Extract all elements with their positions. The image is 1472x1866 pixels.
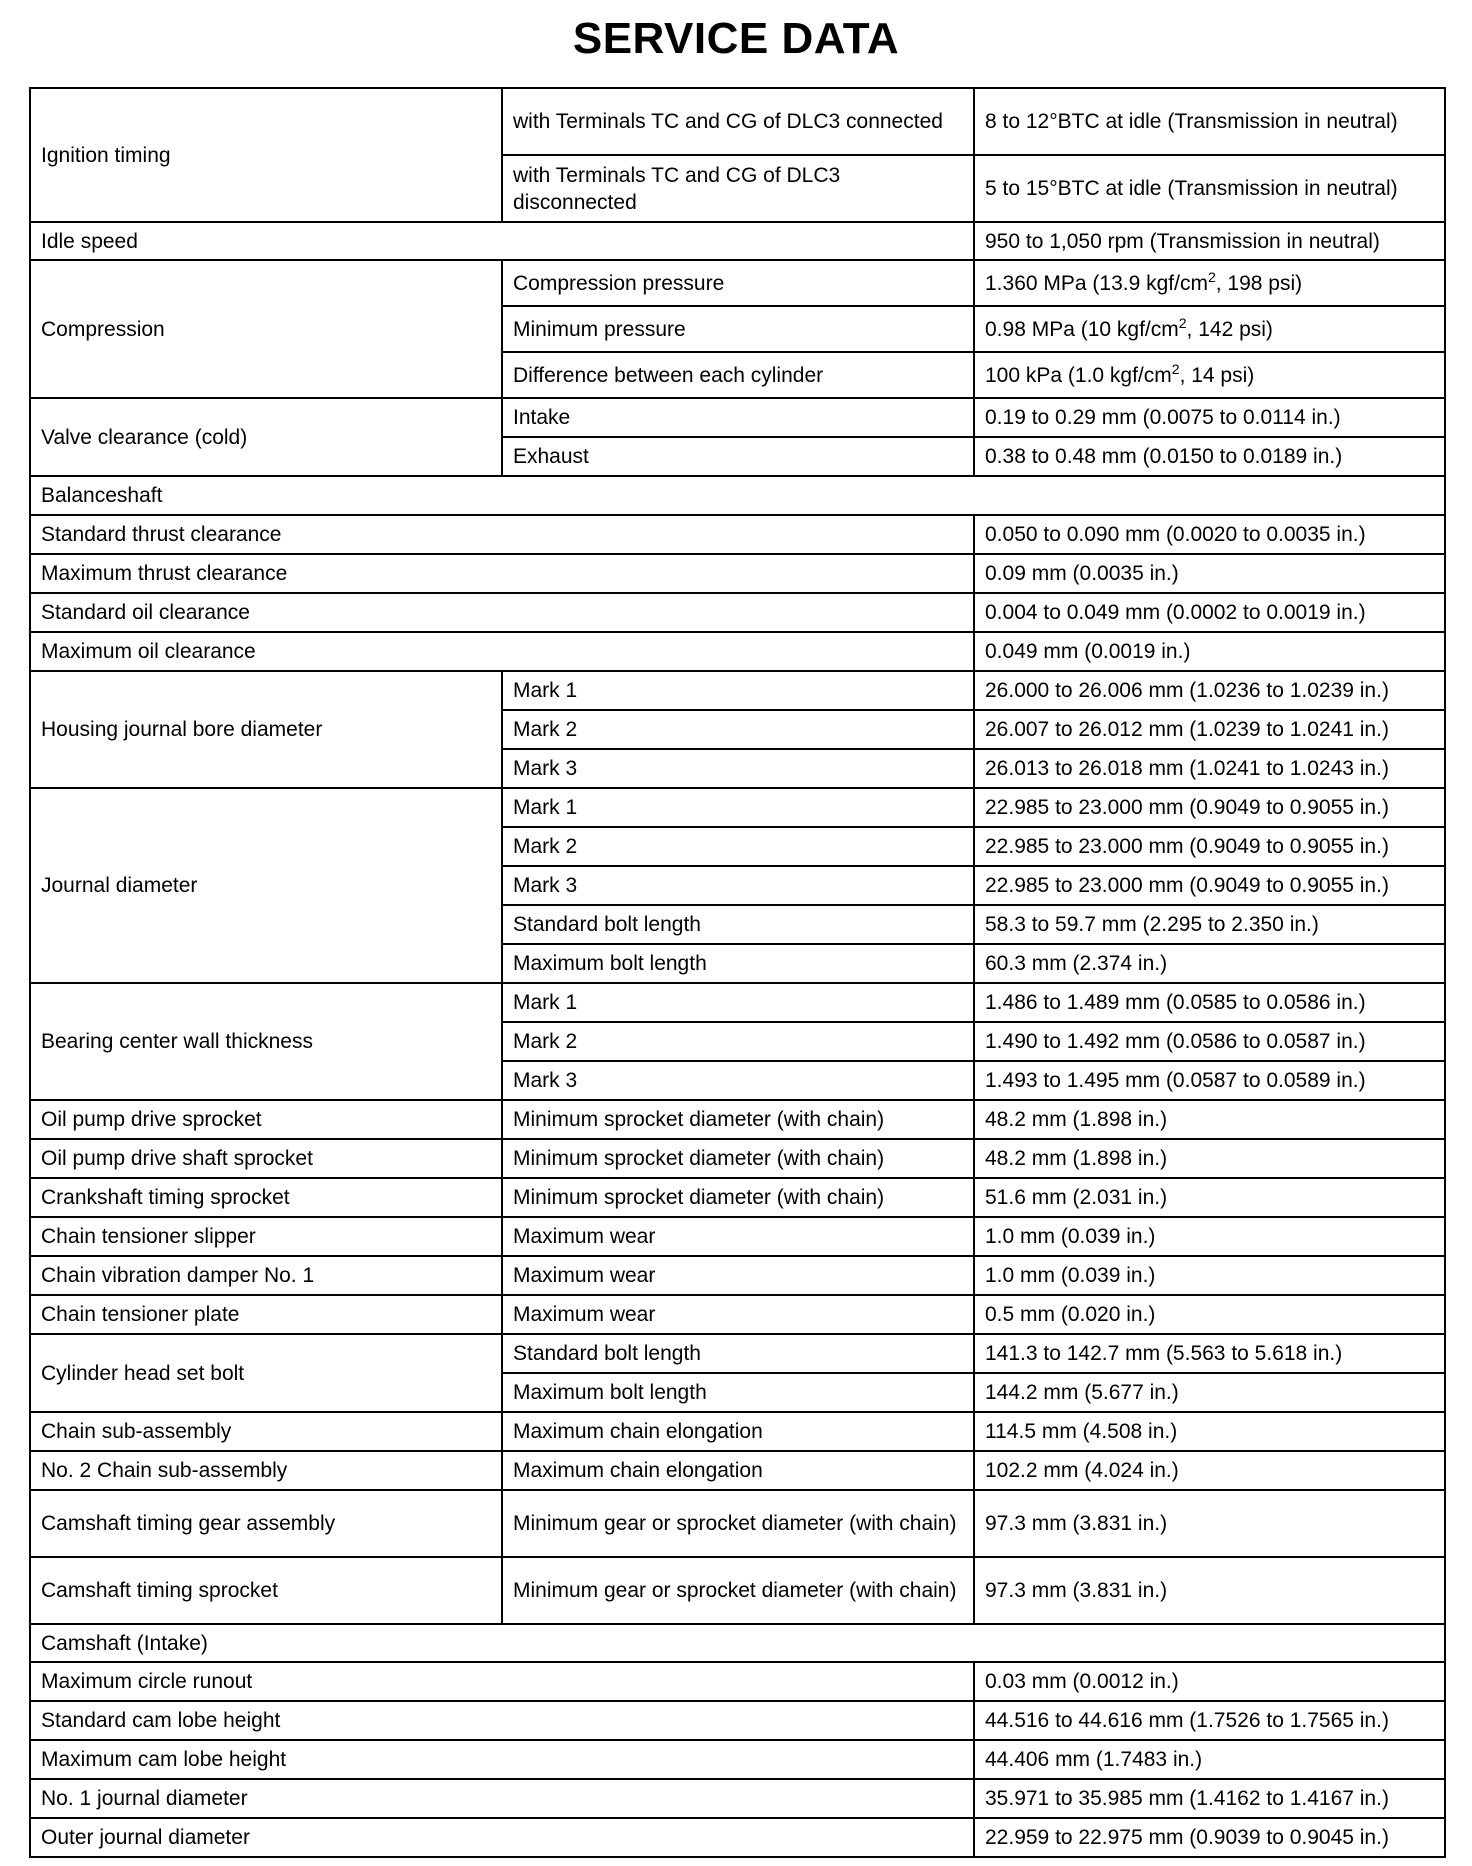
condition-cell: Maximum bolt length <box>502 1373 974 1412</box>
value-cell: 144.2 mm (5.677 in.) <box>974 1373 1445 1412</box>
item-label: Chain tensioner slipper <box>30 1217 502 1256</box>
item-label: Chain vibration damper No. 1 <box>30 1256 502 1295</box>
condition-cell: Mark 2 <box>502 1022 974 1061</box>
item-label: Maximum circle runout <box>30 1662 974 1701</box>
value-cell: 26.000 to 26.006 mm (1.0236 to 1.0239 in.) <box>974 671 1445 710</box>
item-label: No. 1 journal diameter <box>30 1779 974 1818</box>
item-label: Cylinder head set bolt <box>30 1334 502 1412</box>
value-cell: 22.985 to 23.000 mm (0.9049 to 0.9055 in.) <box>974 827 1445 866</box>
item-label: Bearing center wall thickness <box>30 983 502 1100</box>
value-cell: 0.03 mm (0.0012 in.) <box>974 1662 1445 1701</box>
condition-cell: Standard bolt length <box>502 905 974 944</box>
table-row <box>30 1256 1445 1295</box>
condition-cell: Mark 2 <box>502 827 974 866</box>
table-row <box>30 1295 1445 1334</box>
value-cell: 60.3 mm (2.374 in.) <box>974 944 1445 983</box>
section-heading: Camshaft (Intake) <box>30 1624 1445 1662</box>
condition-cell: Maximum wear <box>502 1217 974 1256</box>
value-cell: 26.013 to 26.018 mm (1.0241 to 1.0243 in.) <box>974 749 1445 788</box>
section-heading-row <box>30 1624 1445 1662</box>
table-row <box>30 983 1445 1022</box>
condition-cell: Maximum wear <box>502 1256 974 1295</box>
value-cell: 22.985 to 23.000 mm (0.9049 to 0.9055 in.) <box>974 788 1445 827</box>
condition-cell: with Terminals TC and CG of DLC3 connected <box>502 88 974 155</box>
condition-cell: Minimum gear or sprocket diameter (with chain) <box>502 1490 974 1557</box>
value-cell: 48.2 mm (1.898 in.) <box>974 1139 1445 1178</box>
value-cell: 97.3 mm (3.831 in.) <box>974 1490 1445 1557</box>
value-cell: 0.050 to 0.090 mm (0.0020 to 0.0035 in.) <box>974 515 1445 554</box>
value-cell: 44.406 mm (1.7483 in.) <box>974 1740 1445 1779</box>
condition-cell: Mark 1 <box>502 788 974 827</box>
condition-cell: Mark 3 <box>502 1061 974 1100</box>
item-label: Housing journal bore diameter <box>30 671 502 788</box>
table-row <box>30 1557 1445 1624</box>
value-cell: 1.0 mm (0.039 in.) <box>974 1217 1445 1256</box>
value-cell: 950 to 1,050 rpm (Transmission in neutral) <box>974 222 1445 260</box>
condition-cell: Mark 1 <box>502 671 974 710</box>
item-label: Chain sub-assembly <box>30 1412 502 1451</box>
value-cell: 1.0 mm (0.039 in.) <box>974 1256 1445 1295</box>
table-row <box>30 593 1445 632</box>
condition-cell: Minimum sprocket diameter (with chain) <box>502 1139 974 1178</box>
item-label: Maximum thrust clearance <box>30 554 974 593</box>
item-label: Standard oil clearance <box>30 593 974 632</box>
item-label: Oil pump drive sprocket <box>30 1100 502 1139</box>
table-row <box>30 222 1445 260</box>
item-label: Oil pump drive shaft sprocket <box>30 1139 502 1178</box>
value-cell: 97.3 mm (3.831 in.) <box>974 1557 1445 1624</box>
value-cell: 0.004 to 0.049 mm (0.0002 to 0.0019 in.) <box>974 593 1445 632</box>
condition-cell: Minimum gear or sprocket diameter (with chain) <box>502 1557 974 1624</box>
condition-cell: Mark 1 <box>502 983 974 1022</box>
item-label: Compression <box>30 260 502 398</box>
service-data-table <box>29 87 1446 1858</box>
condition-cell: Compression pressure <box>502 260 974 306</box>
table-row <box>30 88 1445 155</box>
item-label: Camshaft timing gear assembly <box>30 1490 502 1557</box>
condition-cell: Intake <box>502 398 974 437</box>
value-cell: 102.2 mm (4.024 in.) <box>974 1451 1445 1490</box>
value-cell: 22.959 to 22.975 mm (0.9039 to 0.9045 in.) <box>974 1818 1445 1857</box>
value-cell: 44.516 to 44.616 mm (1.7526 to 1.7565 in.) <box>974 1701 1445 1740</box>
table-row <box>30 1701 1445 1740</box>
condition-cell: Minimum sprocket diameter (with chain) <box>502 1100 974 1139</box>
condition-cell: Minimum pressure <box>502 306 974 352</box>
section-heading: Balanceshaft <box>30 476 1445 515</box>
value-cell: 8 to 12°BTC at idle (Transmission in neutral) <box>974 88 1445 155</box>
table-row <box>30 1451 1445 1490</box>
table-row <box>30 1100 1445 1139</box>
value-cell: 58.3 to 59.7 mm (2.295 to 2.350 in.) <box>974 905 1445 944</box>
value-cell: 0.5 mm (0.020 in.) <box>974 1295 1445 1334</box>
condition-cell: Mark 2 <box>502 710 974 749</box>
table-row <box>30 632 1445 671</box>
condition-cell: Mark 3 <box>502 749 974 788</box>
item-label: Valve clearance (cold) <box>30 398 502 476</box>
item-label: Standard thrust clearance <box>30 515 974 554</box>
item-label: Chain tensioner plate <box>30 1295 502 1334</box>
value-cell: 1.490 to 1.492 mm (0.0586 to 0.0587 in.) <box>974 1022 1445 1061</box>
item-label: No. 2 Chain sub-assembly <box>30 1451 502 1490</box>
table-row <box>30 1662 1445 1701</box>
table-row <box>30 671 1445 710</box>
table-row <box>30 1217 1445 1256</box>
value-cell: 26.007 to 26.012 mm (1.0239 to 1.0241 in.) <box>974 710 1445 749</box>
value-cell: 48.2 mm (1.898 in.) <box>974 1100 1445 1139</box>
value-cell: 35.971 to 35.985 mm (1.4162 to 1.4167 in.) <box>974 1779 1445 1818</box>
value-cell: 0.09 mm (0.0035 in.) <box>974 554 1445 593</box>
value-cell: 51.6 mm (2.031 in.) <box>974 1178 1445 1217</box>
item-label: Ignition timing <box>30 88 502 222</box>
condition-cell: Maximum wear <box>502 1295 974 1334</box>
item-label: Idle speed <box>30 222 974 260</box>
value-cell: 0.19 to 0.29 mm (0.0075 to 0.0114 in.) <box>974 398 1445 437</box>
condition-cell: Maximum chain elongation <box>502 1412 974 1451</box>
table-row <box>30 1178 1445 1217</box>
table-row <box>30 1139 1445 1178</box>
item-label: Outer journal diameter <box>30 1818 974 1857</box>
condition-cell: Mark 3 <box>502 866 974 905</box>
item-label: Camshaft timing sprocket <box>30 1557 502 1624</box>
item-label: Journal diameter <box>30 788 502 983</box>
table-row <box>30 1818 1445 1857</box>
item-label: Maximum oil clearance <box>30 632 974 671</box>
table-row <box>30 260 1445 306</box>
value-cell: 0.38 to 0.48 mm (0.0150 to 0.0189 in.) <box>974 437 1445 476</box>
table-row <box>30 1412 1445 1451</box>
item-label: Maximum cam lobe height <box>30 1740 974 1779</box>
condition-cell: with Terminals TC and CG of DLC3 disconnected <box>502 155 974 222</box>
table-row <box>30 1740 1445 1779</box>
table-row <box>30 1334 1445 1373</box>
value-cell: 100 kPa (1.0 kgf/$cm^2$, 14 psi) <box>974 352 1445 398</box>
condition-cell: Maximum bolt length <box>502 944 974 983</box>
table-row <box>30 398 1445 437</box>
value-cell: 1.486 to 1.489 mm (0.0585 to 0.0586 in.) <box>974 983 1445 1022</box>
value-cell: 114.5 mm (4.508 in.) <box>974 1412 1445 1451</box>
condition-cell: Minimum sprocket diameter (with chain) <box>502 1178 974 1217</box>
value-cell: 1.360 MPa (13.9 kgf/$cm^2$, 198 psi) <box>974 260 1445 306</box>
table-row <box>30 554 1445 593</box>
value-cell: 5 to 15°BTC at idle (Transmission in neutral) <box>974 155 1445 222</box>
table-row <box>30 788 1445 827</box>
condition-cell: Standard bolt length <box>502 1334 974 1373</box>
value-cell: 22.985 to 23.000 mm (0.9049 to 0.9055 in.) <box>974 866 1445 905</box>
item-label: Standard cam lobe height <box>30 1701 974 1740</box>
table-row <box>30 515 1445 554</box>
value-cell: 0.98 MPa (10 kgf/$cm^2$, 142 psi) <box>974 306 1445 352</box>
condition-cell: Difference between each cylinder <box>502 352 974 398</box>
value-cell: 1.493 to 1.495 mm (0.0587 to 0.0589 in.) <box>974 1061 1445 1100</box>
item-label: Crankshaft timing sprocket <box>30 1178 502 1217</box>
table-row <box>30 1490 1445 1557</box>
condition-cell: Maximum chain elongation <box>502 1451 974 1490</box>
page-title: SERVICE DATA <box>572 14 900 63</box>
section-heading-row <box>30 476 1445 515</box>
condition-cell: Exhaust <box>502 437 974 476</box>
value-cell: 141.3 to 142.7 mm (5.563 to 5.618 in.) <box>974 1334 1445 1373</box>
table-row <box>30 1779 1445 1818</box>
value-cell: 0.049 mm (0.0019 in.) <box>974 632 1445 671</box>
